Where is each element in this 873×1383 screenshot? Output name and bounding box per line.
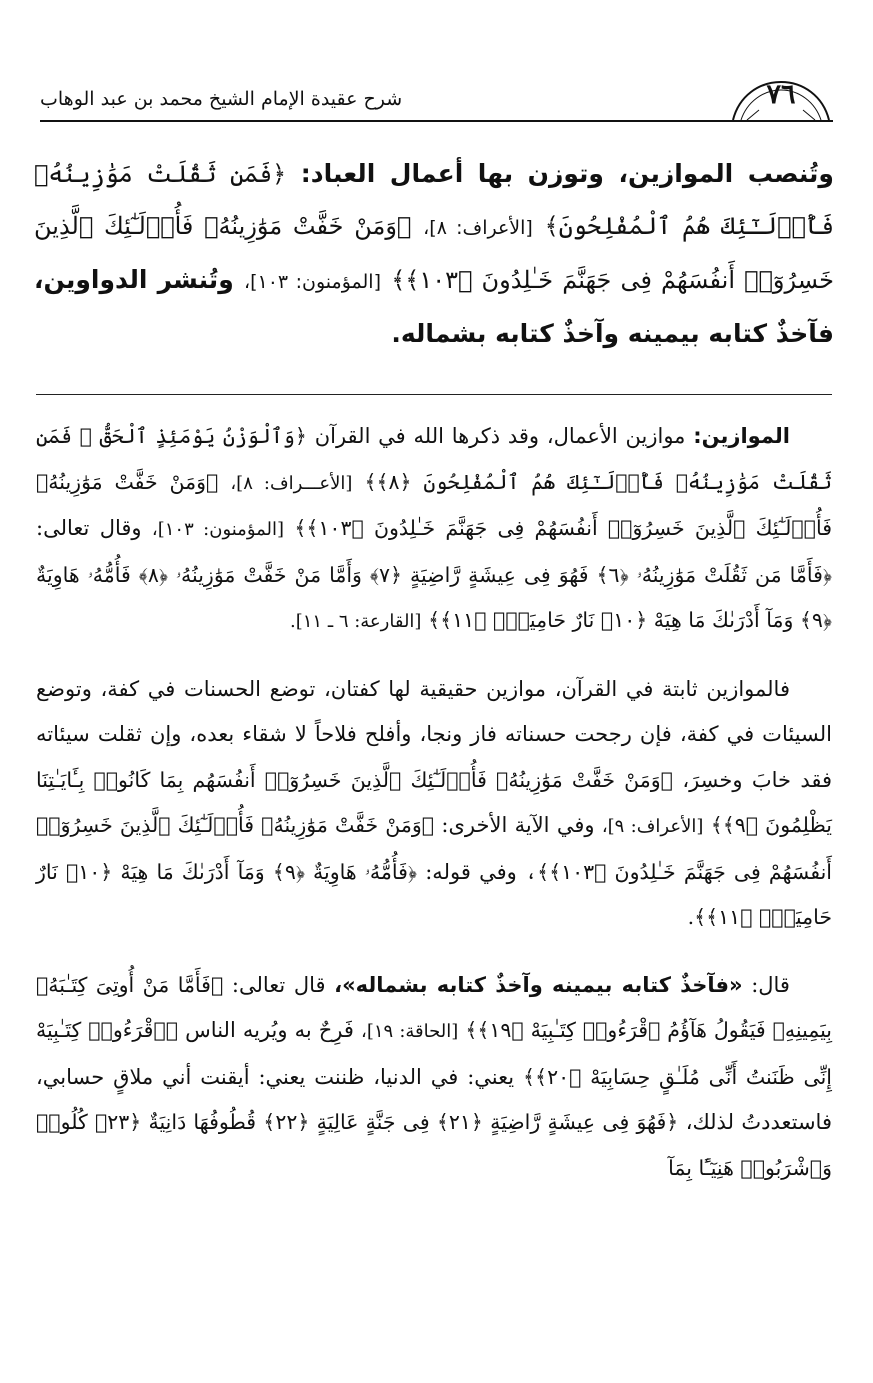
commentary-text: فالموازين ثابتة في القرآن، موازين حقيقية لها كفتان، توضع الحسنات في كفة، وتوضع السيئات في كفة، فإن رجحت حسناته فاز ونجا، وأفلح فلاحاً لا شقاء بعده، وإن ثقلت سيئاته فقد خابَ وخسِرَ، [36,676,833,792]
page-number: ٧٦ [766,79,796,110]
commentary-text: وقال تعالى: [36,516,142,540]
commentary [36,414,832,1213]
running-title: شرح عقيدة الإمام الشيخ محمد بن عبد الوهاب [40,88,403,110]
quoted-main-text: «فآخذٌ كتابه بيمينه وآخذٌ كتابه بشماله»، [334,972,743,997]
verse-reference: [الأعـــراف: ٨]، [230,472,353,494]
verse-reference: [المؤمنون: ١٠٣]، [243,271,381,293]
main-lead: وتُنصب الموازين، وتوزن بها أعمال العباد: [300,159,834,188]
commentary-text: وفي الآية الأخرى: [441,813,595,837]
quran-verse: ﴿وَمَنْ خَفَّتْ مَوَٰزِينُهُۥ فَأُو۟لَـٰٓئِكَ ٱلَّذِينَ خَسِرُوٓا۟ أَنفُسَهُمْ فِى جَهَنَّمَ خَـٰلِدُونَ ﴿١٠٣﴾﴾ [34,212,834,294]
quran-verse: ﴿فَمَن ثَقُلَتْ مَوَٰزِينُهُۥ فَأُو۟لَـٰٓئِكَ هُمُ ٱلْمُفْلِحُونَ﴾ [34,160,835,240]
quran-verse: ﴿فَأَمَّا مَنْ أُوتِىَ كِتَـٰبَهُۥ بِيَمِينِهِۦ فَيَقُولُ هَآؤُمُ ٱقْرَءُوا۟ كِتَـٰبِيَهْ ﴿١٩﴾﴾ [36,972,832,1042]
verse-reference: [الحاقة: ١٩]، [361,1021,459,1042]
commentary-paragraph [36,667,832,941]
commentary-text: يعني: في الدنيا، ظننت يعني: أيقنت أني ملاقٍ حسابي، فاستعددتُ لذلك، [36,1064,832,1134]
main-tail: وتُنشر الدواوين، فآخذٌ كتابه بيمينه وآخذٌ كتابه بشماله. [34,265,834,348]
commentary-text: وفي قوله: [425,859,517,884]
commentary-paragraph [36,414,832,645]
commentary-paragraph [36,963,832,1192]
quran-verse: ﴿فَأُمُّهُۥ هَاوِيَةٌ ﴿٩﴾ وَمَآ أَدْرَىٰكَ مَا هِيَهْ ﴿١٠﴾ نَارٌ حَامِيَةٌۢ ﴿١١﴾﴾. [36,859,832,929]
verse-reference: [القارعة: ٦ ـ ١١]. [290,611,422,632]
commentary-text: قال تعالى: [231,972,326,997]
quran-verse: ﴿وَمَنْ خَفَّتْ مَوَٰزِينُهُۥ فَأُو۟لَـٰٓئِكَ ٱلَّذِينَ خَسِرُوٓا۟ أَنفُسَهُمْ فِى جَهَنَّمَ خَـٰلِدُونَ ﴿١٠٣﴾﴾ [36,469,833,540]
header-rule [40,120,833,122]
verse-reference: [الأعراف: ٩]، [601,816,704,837]
commentary-text: فَرِحٌ به ويُريه الناس [185,1018,354,1042]
page-header [40,76,833,124]
section-divider [36,394,832,395]
quran-verse: ﴿وَٱلْوَزْنُ يَوْمَئِذٍ ٱلْحَقُّ ۚ فَمَن ثَقُلَتْ مَوَٰزِينُهُۥ فَأُو۟لَـٰٓئِكَ هُمُ ٱلْمُفْلِحُونَ ﴿٨﴾﴾ [36,424,832,494]
quran-verse: ﴿وَمَنْ خَفَّتْ مَوَٰزِينُهُۥ فَأُو۟لَـٰٓئِكَ ٱلَّذِينَ خَسِرُوٓا۟ أَنفُسَهُم بِمَا كَانُوا۟ بِـَٔايَـٰتِنَا يَظْلِمُونَ ﴿٩﴾﴾ [36,767,832,837]
quran-verse: ﴿وَمَنْ خَفَّتْ مَوَٰزِينُهُۥ فَأُو۟لَـٰٓئِكَ ٱلَّذِينَ خَسِرُوٓا۟ أَنفُسَهُمْ فِى جَهَنَّمَ خَـٰلِدُونَ ﴿١٠٣﴾﴾، [36,813,832,884]
commentary-text: قال: [751,972,790,997]
quran-verse: ﴿ٱقْرَءُوا۟ كِتَـٰبِيَهْ إِنِّى ظَنَنتُ أَنِّى مُلَـٰقٍ حِسَابِيَهْ ﴿٢٠﴾﴾ [36,1018,832,1089]
verse-reference: [المؤمنون: ١٠٣]، [151,519,285,540]
commentary-text: موازين الأعمال، وقد ذكرها الله في القرآن [314,424,686,448]
page-number-badge [729,76,833,122]
quran-verse: ﴿فَأَمَّا مَن ثَقُلَتْ مَوَٰزِينُهُۥ ﴿٦﴾ فَهُوَ فِى عِيشَةٍ رَّاضِيَةٍ ﴿٧﴾ وَأَمَّا مَنْ خَفَّتْ مَوَٰزِينُهُۥ ﴿٨﴾ فَأُمُّهُۥ هَاوِيَةٌ ﴿٩﴾ وَمَآ أَدْرَىٰكَ مَا هِيَهْ ﴿١٠﴾ نَارٌ حَامِيَةٌۢ ﴿١١﴾﴾ [36,562,832,632]
term-lead: الموازين: [693,424,790,448]
verse-reference: [الأعراف: ٨]، [423,217,533,239]
quran-verse: ﴿فَهُوَ فِى عِيشَةٍ رَّاضِيَةٍ ﴿٢١﴾ فِى جَنَّةٍ عَالِيَةٍ ﴿٢٢﴾ قُطُوفُهَا دَانِيَةٌ ﴿٢٣﴾ كُلُوا۟ وَٱشْرَبُوا۟ هَنِيٓـًٔا بِمَآ [36,1110,832,1180]
main-text [34,148,834,360]
